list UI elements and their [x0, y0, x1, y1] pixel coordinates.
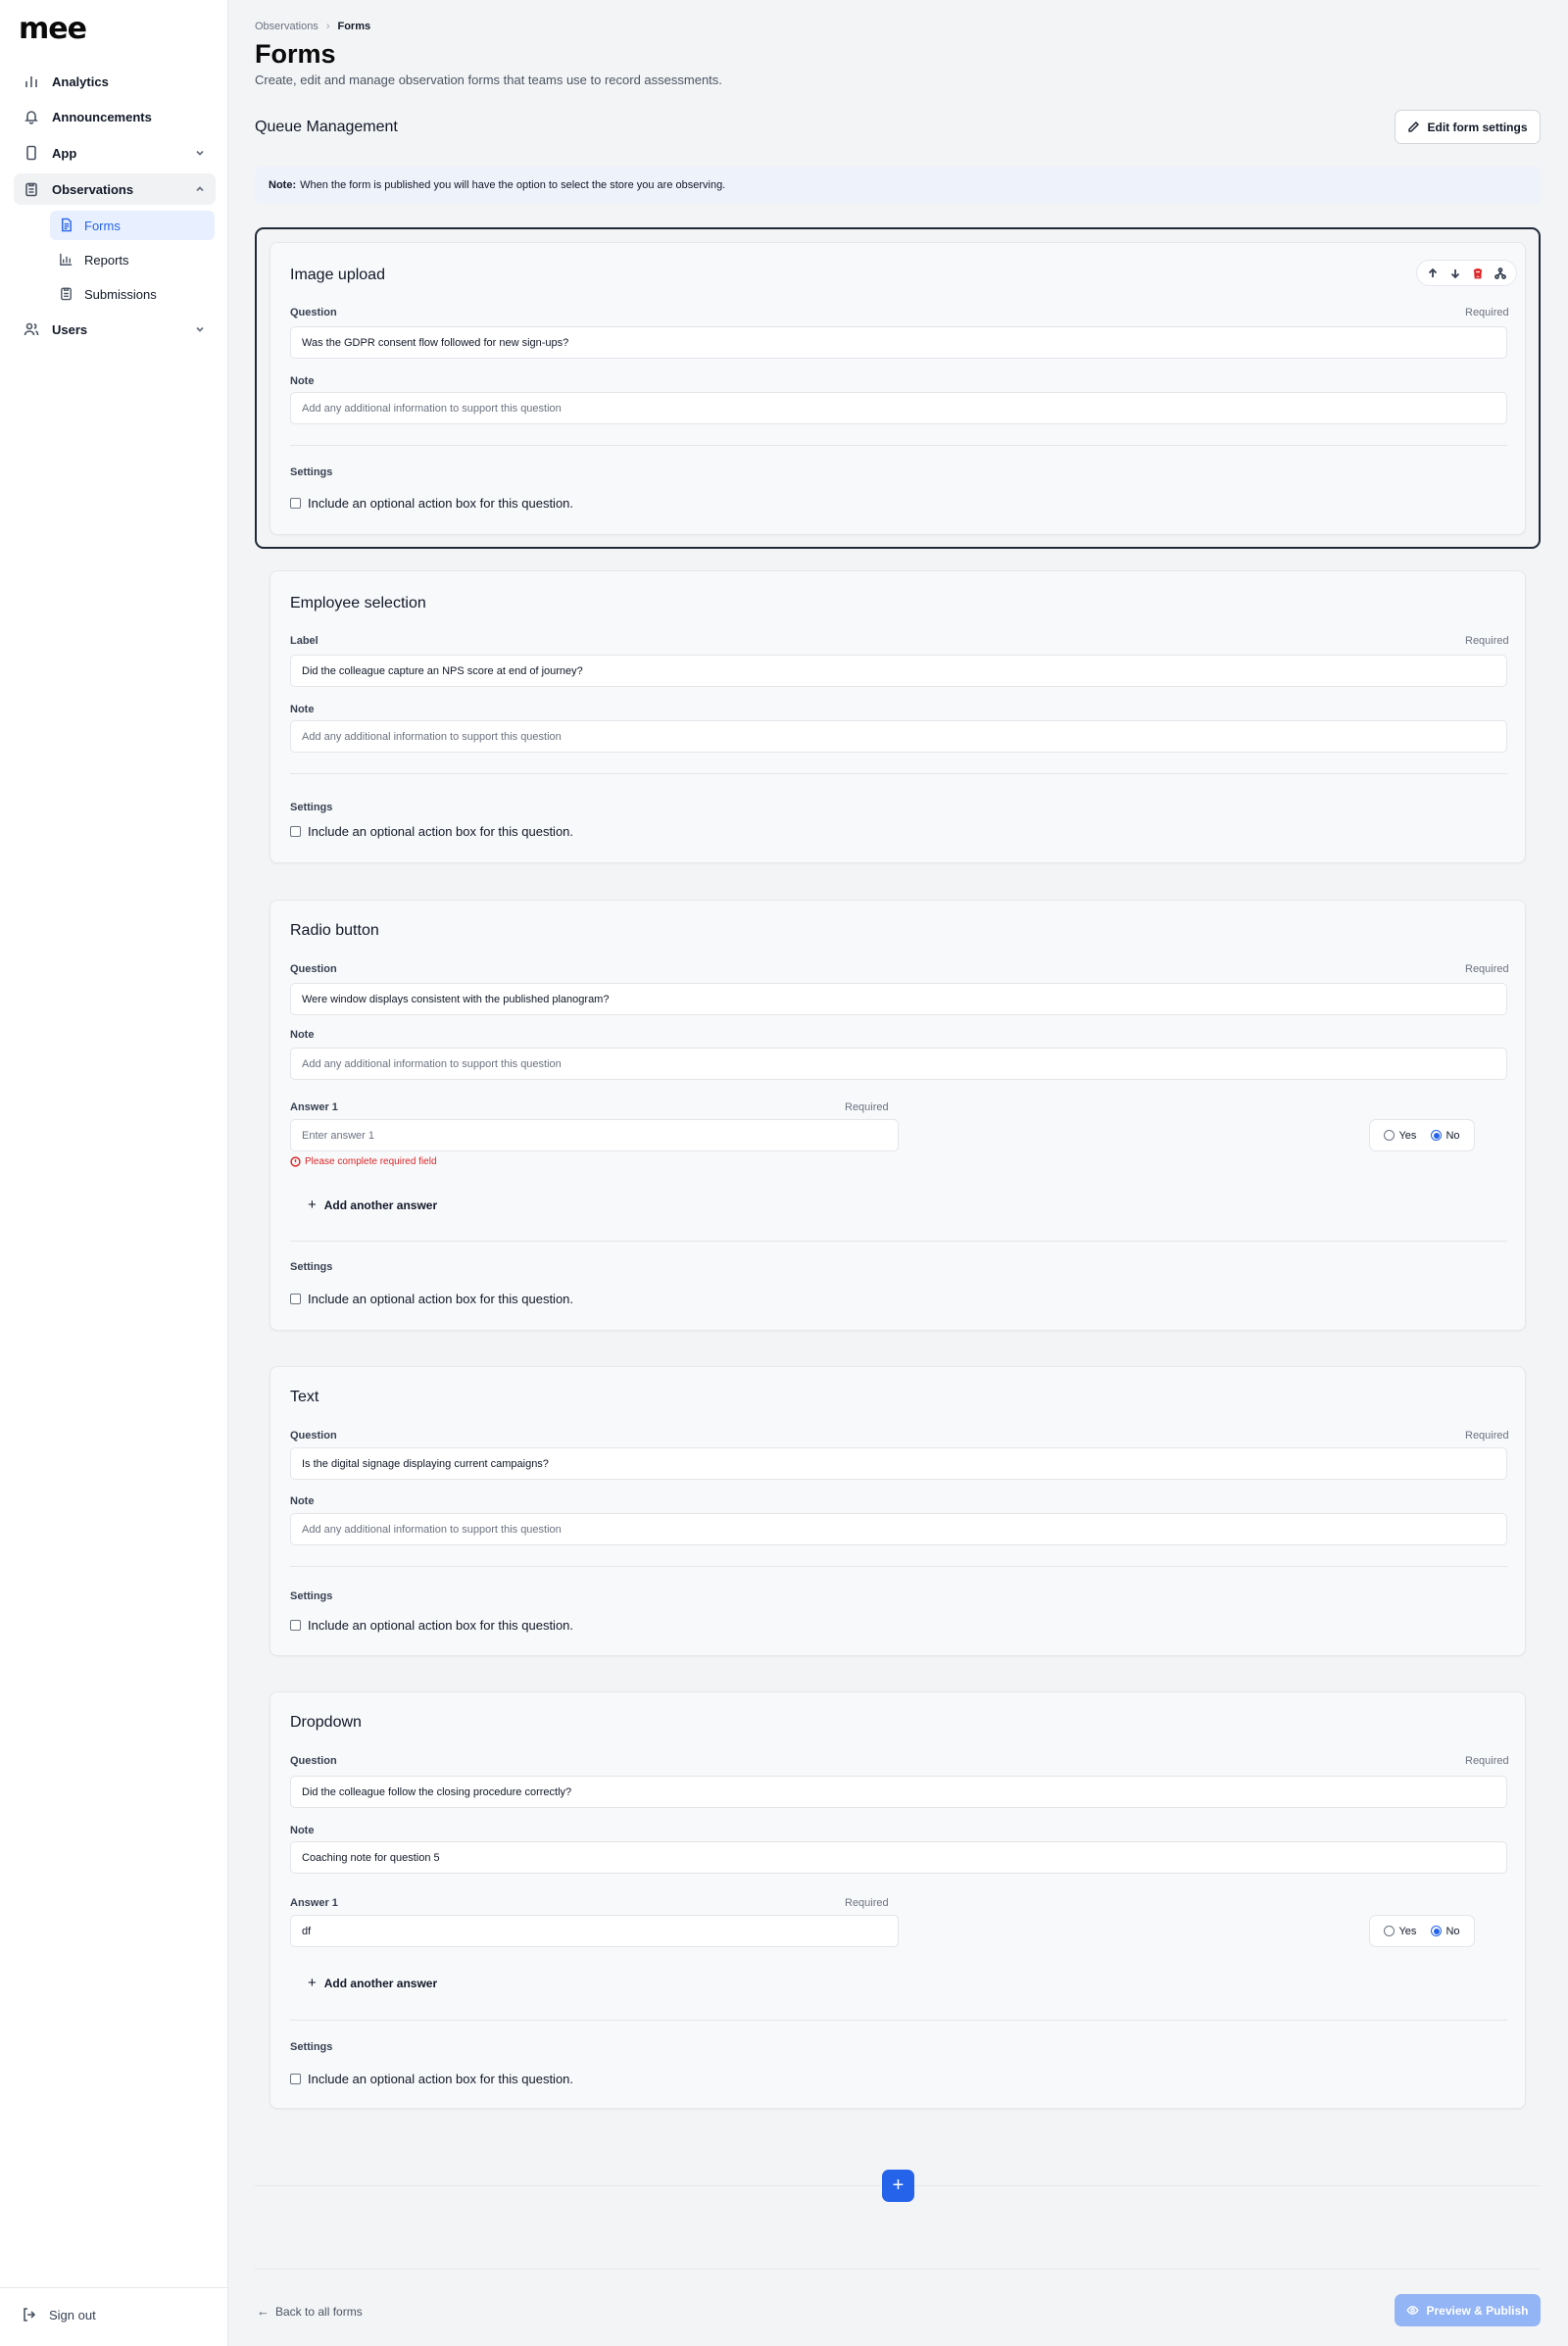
add-question-button[interactable]: + — [882, 2170, 914, 2202]
app-logo[interactable]: mee — [19, 12, 86, 46]
question-input[interactable]: Were window displays consistent with the published planogram? — [290, 983, 1507, 1015]
trash-icon[interactable] — [1468, 264, 1488, 283]
question-label: Question — [290, 1430, 337, 1442]
arrow-down-icon[interactable] — [1446, 264, 1465, 283]
correct-answer-toggle — [1369, 1915, 1475, 1947]
page-subtitle: Create, edit and manage observation forms that teams use to record assessments. — [255, 73, 722, 87]
users-icon — [23, 320, 40, 338]
divider — [290, 2020, 1507, 2021]
error-message: Please complete required field — [290, 1156, 437, 1167]
sidebar-subitem-reports[interactable] — [50, 245, 215, 274]
required-label: Required — [1465, 635, 1509, 647]
plus-icon: + — [308, 1975, 317, 1991]
phone-icon — [23, 144, 40, 162]
note-input[interactable]: Add any additional information to support this question — [290, 1048, 1507, 1080]
chevron-down-icon — [194, 323, 206, 335]
no-radio[interactable]: No — [1431, 1130, 1459, 1142]
plus-icon: + — [308, 1197, 317, 1213]
action-box-checkbox-row[interactable]: Include an optional action box for this question. — [290, 824, 573, 839]
no-radio[interactable]: No — [1431, 1926, 1459, 1937]
bar-chart-icon — [23, 73, 40, 90]
document-icon — [59, 218, 74, 233]
required-label: Required — [1465, 307, 1509, 318]
question-label: Label — [290, 635, 318, 647]
sidebar-subitem-label: Forms — [84, 218, 121, 233]
clipboard-icon — [59, 286, 74, 302]
chevron-down-icon — [194, 147, 206, 159]
note-label: Note — [290, 1029, 315, 1041]
sidebar-item-app[interactable] — [14, 137, 216, 169]
action-box-checkbox[interactable] — [290, 2074, 301, 2084]
question-input[interactable]: Was the GDPR consent flow followed for new sign-ups? — [290, 326, 1507, 359]
note-label: Note — [290, 1495, 315, 1507]
main-content — [229, 0, 1568, 2346]
question-card-employee-selection[interactable] — [270, 570, 1526, 863]
note-label: Note — [290, 1825, 315, 1836]
required-label: Required — [1465, 963, 1509, 975]
sidebar-item-announcements[interactable] — [14, 101, 216, 132]
action-box-checkbox[interactable] — [290, 1620, 301, 1631]
sidebar-item-label: App — [52, 145, 77, 161]
answer-input[interactable]: df — [290, 1915, 899, 1947]
note-input[interactable]: Add any additional information to support this question — [290, 392, 1507, 424]
question-type-title: Text — [290, 1389, 319, 1405]
action-box-checkbox-row[interactable]: Include an optional action box for this question. — [290, 2072, 573, 2086]
note-input[interactable]: Coaching note for question 5 — [290, 1841, 1507, 1874]
required-label: Required — [845, 1897, 889, 1909]
sidebar-subitem-label: Submissions — [84, 286, 157, 302]
question-type-title: Dropdown — [290, 1714, 362, 1731]
add-answer-button[interactable]: + Add another answer — [308, 1197, 438, 1213]
question-input[interactable]: Is the digital signage displaying current campaigns? — [290, 1447, 1507, 1480]
required-label: Required — [845, 1101, 889, 1113]
sidebar — [0, 0, 228, 2346]
sign-out-icon — [22, 2307, 37, 2322]
settings-label: Settings — [290, 466, 333, 478]
chevron-right-icon: › — [325, 21, 330, 32]
form-name: Queue Management — [255, 119, 398, 135]
preview-publish-button[interactable]: Preview & Publish — [1395, 2294, 1541, 2326]
breadcrumb — [255, 21, 370, 32]
add-answer-button[interactable]: + Add another answer — [308, 1975, 438, 1991]
breadcrumb-link[interactable]: Observations — [255, 21, 318, 32]
question-type-title: Radio button — [290, 922, 379, 939]
pencil-icon — [1407, 121, 1420, 133]
question-card-radio-button[interactable] — [270, 900, 1526, 1331]
question-type-title: Image upload — [290, 267, 385, 283]
bell-icon — [23, 108, 40, 125]
question-card-text[interactable] — [270, 1366, 1526, 1656]
settings-label: Settings — [290, 802, 333, 813]
action-box-checkbox-row[interactable]: Include an optional action box for this question. — [290, 1618, 573, 1633]
question-input[interactable]: Did the colleague follow the closing procedure correctly? — [290, 1776, 1507, 1808]
action-box-checkbox-row[interactable]: Include an optional action box for this question. — [290, 496, 573, 511]
note-label: Note — [290, 704, 315, 715]
bar-chart-icon — [59, 252, 74, 268]
note-prefix: Note: — [269, 179, 297, 191]
action-box-checkbox[interactable] — [290, 1294, 301, 1304]
divider — [290, 773, 1507, 774]
divider — [290, 445, 1507, 446]
note-label: Note — [290, 375, 315, 387]
note-text: When the form is published you will have the option to select the store you are observing. — [300, 179, 726, 191]
edit-form-settings-button[interactable]: Edit form settings — [1395, 110, 1541, 144]
footer-divider — [255, 2269, 1541, 2270]
action-box-checkbox-row[interactable]: Include an optional action box for this question. — [290, 1292, 573, 1306]
sidebar-subitem-forms[interactable] — [50, 211, 215, 240]
settings-label: Settings — [290, 1261, 333, 1273]
action-box-checkbox[interactable] — [290, 498, 301, 509]
settings-label: Settings — [290, 2041, 333, 2053]
question-card-image-upload[interactable] — [270, 242, 1526, 535]
question-card-dropdown[interactable] — [270, 1691, 1526, 2109]
branch-logic-icon[interactable] — [1491, 264, 1510, 283]
sidebar-item-label: Analytics — [52, 73, 109, 89]
page-title: Forms — [255, 39, 336, 69]
question-input[interactable]: Did the colleague capture an NPS score at end of journey? — [290, 655, 1507, 687]
sign-out-button[interactable]: Sign out — [22, 2307, 96, 2322]
sidebar-item-users[interactable] — [14, 314, 216, 345]
sidebar-item-analytics[interactable] — [14, 66, 216, 97]
sidebar-item-observations[interactable] — [14, 173, 216, 205]
sidebar-item-label: Announcements — [52, 109, 152, 124]
clipboard-icon — [23, 180, 40, 198]
alert-circle-icon — [290, 1156, 301, 1167]
note-banner — [255, 167, 1541, 204]
divider — [290, 1566, 1507, 1567]
sidebar-item-label: Users — [52, 321, 88, 337]
chevron-up-icon — [194, 183, 206, 195]
sidebar-subitem-submissions[interactable] — [50, 279, 215, 309]
sidebar-divider — [0, 2287, 228, 2288]
sidebar-subitem-label: Reports — [84, 252, 129, 268]
note-input[interactable]: Add any additional information to support this question — [290, 1513, 1507, 1545]
settings-label: Settings — [290, 1590, 333, 1602]
question-type-title: Employee selection — [290, 595, 426, 611]
question-label: Question — [290, 307, 337, 318]
required-label: Required — [1465, 1430, 1509, 1442]
yes-radio[interactable]: Yes — [1384, 1926, 1416, 1937]
arrow-up-icon[interactable] — [1423, 264, 1443, 283]
arrow-left-icon: ← — [257, 2304, 270, 2319]
answer-label: Answer 1 — [290, 1897, 338, 1909]
required-label: Required — [1465, 1755, 1509, 1767]
question-label: Question — [290, 1755, 337, 1767]
eye-icon — [1406, 2304, 1419, 2317]
question-toolbar — [1416, 260, 1517, 286]
divider — [290, 1241, 1507, 1242]
answer-label: Answer 1 — [290, 1101, 338, 1113]
breadcrumb-current: Forms — [337, 21, 371, 32]
question-label: Question — [290, 963, 337, 975]
correct-answer-toggle — [1369, 1119, 1475, 1151]
answer-input[interactable]: Enter answer 1 — [290, 1119, 899, 1151]
sidebar-item-label: Observations — [52, 181, 134, 197]
note-input[interactable]: Add any additional information to support this question — [290, 720, 1507, 753]
yes-radio[interactable]: Yes — [1384, 1130, 1416, 1142]
back-to-forms-link[interactable]: ← Back to all forms — [257, 2304, 363, 2319]
action-box-checkbox[interactable] — [290, 826, 301, 837]
